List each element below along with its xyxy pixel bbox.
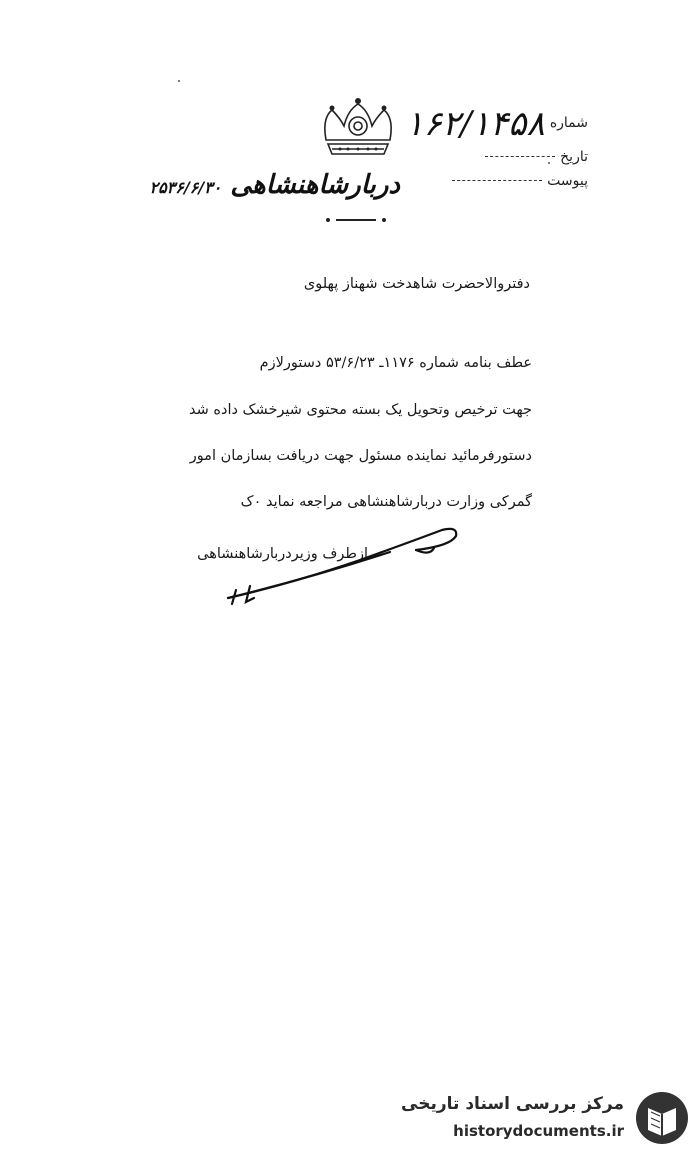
- book-emblem-icon: [634, 1090, 690, 1146]
- signature-caption: ازطرف وزیردربارشاهنشاهی: [197, 546, 368, 562]
- court-date: ٢۵٣۶/۶/٣٠: [149, 178, 222, 197]
- number-value: ١۶٢/١۴۵٨: [405, 104, 545, 144]
- number-label: شماره: [549, 115, 588, 131]
- letter-date-field: [485, 146, 588, 165]
- crown-emblem-icon: [318, 96, 398, 162]
- scan-speck: [178, 80, 180, 82]
- body-line: دستورفرمائید نماینده مسئول جهت دریافت بسازمان امور: [189, 448, 532, 464]
- watermark-url: historydocuments.ir: [453, 1122, 624, 1140]
- handwritten-signature: [220, 520, 470, 610]
- addressee: دفتروالاحضرت شاهدخت شهناز پهلوی: [303, 276, 530, 292]
- attachment-blank-line: [452, 180, 542, 181]
- body-line: گمرکی وزارت دربارشاهنشاهی مراجعه نماید ٠ک: [240, 494, 532, 510]
- body-line: عطف بنامه شماره ١١٧۶ـ ۵٣/۶/٢٣ دستورلازم: [259, 355, 532, 371]
- court-heading: [143, 170, 400, 200]
- letter-number-field: [405, 104, 588, 144]
- heading-divider: [336, 219, 376, 221]
- archive-watermark: [400, 1088, 690, 1150]
- attachment-label: پیوست: [547, 173, 588, 189]
- body-line: جهت ترخیص وتحویل یک بسته محتوی شیرخشک داده شد: [189, 402, 532, 418]
- date-blank-line: [485, 156, 555, 157]
- scan-speck: [548, 162, 550, 164]
- watermark-title: مرکز بررسی اسناد تاریخی: [401, 1094, 624, 1114]
- court-name: دربارشاهنشاهی: [230, 170, 400, 200]
- letter-attachment-field: [452, 170, 588, 189]
- date-label: تاریخ: [560, 149, 588, 165]
